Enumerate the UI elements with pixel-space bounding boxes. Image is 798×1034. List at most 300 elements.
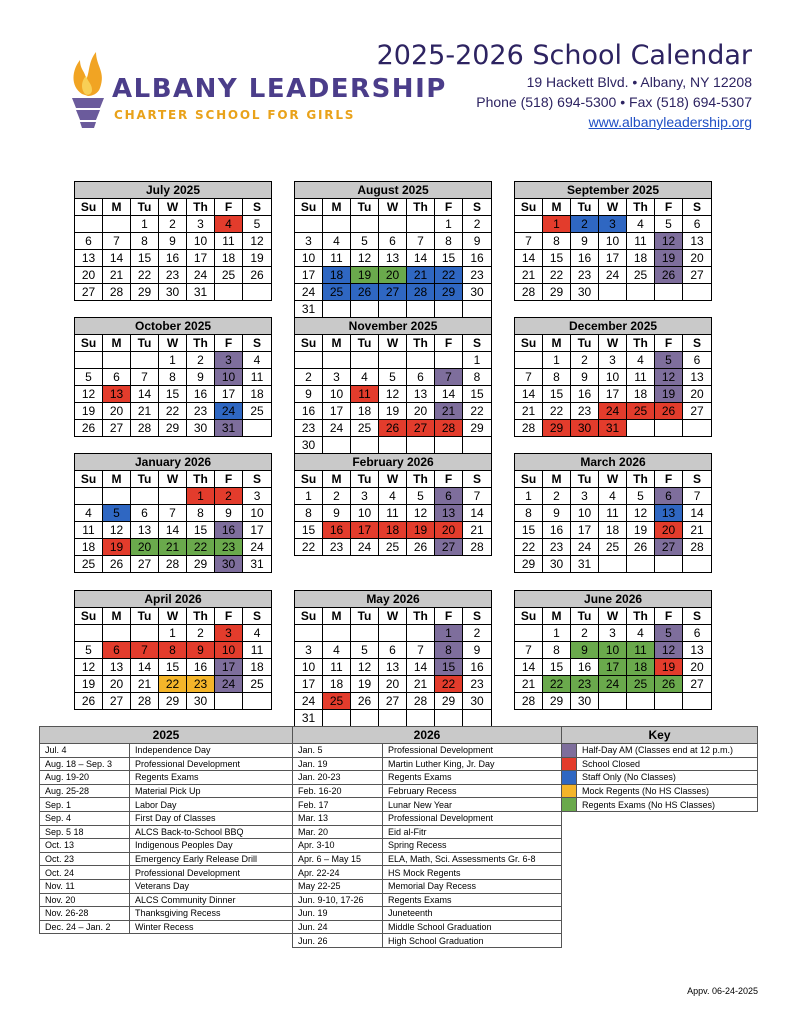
event-row [293, 879, 562, 893]
calendar-day: 2 [215, 488, 243, 505]
calendar-day: 13 [103, 659, 131, 676]
calendar-day: 8 [543, 369, 571, 386]
event-date: Jan. 19 [293, 757, 383, 771]
calendar-day: 5 [407, 488, 435, 505]
calendar-day: 19 [379, 403, 407, 420]
calendar-day: 27 [379, 284, 407, 301]
weekday-header: Su [515, 199, 543, 216]
calendar-day: 22 [435, 676, 463, 693]
calendar-day: 4 [627, 216, 655, 233]
key-swatch [562, 757, 577, 771]
calendar-day: 21 [159, 539, 187, 556]
event-row [293, 757, 562, 771]
calendar-day: 4 [323, 233, 351, 250]
event-row [40, 879, 293, 893]
calendar-day: 2 [571, 352, 599, 369]
calendar-day: 7 [159, 505, 187, 522]
event-date: Nov. 26-28 [40, 907, 130, 921]
weekday-header: F [435, 608, 463, 625]
weekday-header: Th [627, 608, 655, 625]
event-row [40, 893, 293, 907]
calendar-empty-cell [435, 352, 463, 369]
calendar-day: 27 [75, 284, 103, 301]
event-name: Spring Recess [383, 839, 562, 853]
calendar-day: 19 [243, 250, 272, 267]
event-date: Mar. 13 [293, 811, 383, 825]
calendar-day: 7 [683, 488, 712, 505]
calendar-day: 11 [75, 522, 103, 539]
month-calendar [294, 181, 492, 318]
calendar-day: 2 [323, 488, 351, 505]
weekday-header: Tu [131, 199, 159, 216]
calendar-day: 17 [351, 522, 379, 539]
calendar-day: 9 [571, 369, 599, 386]
calendar-empty-cell [627, 284, 655, 301]
event-name: Memorial Day Recess [383, 879, 562, 893]
calendar-day: 14 [515, 659, 543, 676]
calendar-day: 22 [295, 539, 323, 556]
weekday-header: S [243, 199, 272, 216]
calendar-day: 10 [599, 369, 627, 386]
calendar-day: 7 [515, 233, 543, 250]
calendar-day: 10 [351, 505, 379, 522]
calendar-day: 2 [463, 216, 492, 233]
calendar-day: 14 [463, 505, 492, 522]
calendar-day: 6 [103, 369, 131, 386]
calendar-empty-cell [295, 352, 323, 369]
calendar-empty-cell [131, 625, 159, 642]
calendar-day: 22 [543, 676, 571, 693]
calendar-empty-cell [463, 710, 492, 727]
calendar-empty-cell [435, 301, 463, 318]
calendar-empty-cell [75, 216, 103, 233]
calendar-empty-cell [379, 352, 407, 369]
calendar-day: 8 [159, 642, 187, 659]
weekday-header: Su [295, 335, 323, 352]
key-item [562, 798, 758, 812]
calendar-day: 23 [463, 676, 492, 693]
event-row [40, 825, 293, 839]
month-calendar [294, 317, 492, 454]
calendar-day: 1 [463, 352, 492, 369]
weekday-header: M [103, 471, 131, 488]
calendar-day: 24 [215, 676, 243, 693]
calendar-day: 26 [379, 420, 407, 437]
key-item [562, 784, 758, 798]
calendar-day: 3 [351, 488, 379, 505]
calendar-day: 23 [463, 267, 492, 284]
event-date: Nov. 20 [40, 893, 130, 907]
event-date: Jun. 24 [293, 920, 383, 934]
weekday-header: M [543, 471, 571, 488]
weekday-header: W [599, 471, 627, 488]
calendar-day: 11 [627, 642, 655, 659]
calendar-day: 7 [407, 642, 435, 659]
calendar-day: 15 [435, 659, 463, 676]
weekday-header: W [379, 335, 407, 352]
calendar-empty-cell [351, 710, 379, 727]
event-row [40, 757, 293, 771]
calendar-empty-cell [463, 301, 492, 318]
calendar-day: 29 [515, 556, 543, 573]
calendar-day: 28 [515, 284, 543, 301]
calendar-day: 24 [599, 267, 627, 284]
calendar-day: 29 [463, 420, 492, 437]
calendar-day: 31 [243, 556, 272, 573]
calendar-day: 15 [131, 250, 159, 267]
calendar-empty-cell [215, 284, 243, 301]
calendar-day: 5 [243, 216, 272, 233]
calendar-day: 12 [407, 505, 435, 522]
weekday-header: S [243, 608, 272, 625]
event-row [293, 744, 562, 758]
calendar-day: 2 [571, 216, 599, 233]
calendar-day: 14 [131, 659, 159, 676]
calendar-day: 13 [683, 233, 712, 250]
calendar-empty-cell [379, 216, 407, 233]
calendar-day: 25 [323, 693, 351, 710]
calendar-day: 29 [543, 693, 571, 710]
calendar-day: 4 [215, 216, 243, 233]
calendar-empty-cell [407, 710, 435, 727]
weekday-header: Su [295, 199, 323, 216]
calendar-empty-cell [627, 556, 655, 573]
calendar-day: 11 [323, 659, 351, 676]
weekday-header: W [159, 335, 187, 352]
weekday-header: W [159, 199, 187, 216]
calendar-empty-cell [103, 352, 131, 369]
calendar-day: 14 [407, 659, 435, 676]
calendar-day: 19 [627, 522, 655, 539]
calendar-day: 22 [159, 676, 187, 693]
school-website-link[interactable]: www.albanyleadership.org [588, 114, 752, 130]
calendar-empty-cell [379, 437, 407, 454]
weekday-header: Th [187, 199, 215, 216]
calendar-day: 12 [627, 505, 655, 522]
calendar-empty-cell [683, 556, 712, 573]
calendar-day: 11 [243, 642, 272, 659]
event-date: May 22-25 [293, 879, 383, 893]
calendar-day: 5 [75, 369, 103, 386]
event-row [40, 784, 293, 798]
calendar-day: 28 [131, 693, 159, 710]
calendar-day: 4 [243, 625, 272, 642]
calendar-day: 20 [683, 250, 712, 267]
calendar-day: 6 [407, 369, 435, 386]
event-row [293, 771, 562, 785]
weekday-header: Tu [351, 608, 379, 625]
calendar-day: 9 [571, 642, 599, 659]
calendar-day: 19 [655, 386, 683, 403]
calendar-day: 9 [187, 369, 215, 386]
events-2025-table [39, 726, 293, 934]
event-name: Veterans Day [130, 879, 293, 893]
calendar-day: 21 [435, 403, 463, 420]
key-swatch [562, 744, 577, 758]
calendar-day: 9 [463, 233, 492, 250]
weekday-header: W [379, 471, 407, 488]
calendar-day: 23 [215, 539, 243, 556]
calendar-day: 6 [683, 216, 712, 233]
calendar-day: 25 [627, 267, 655, 284]
calendar-day: 7 [131, 369, 159, 386]
calendar-day: 5 [103, 505, 131, 522]
weekday-header: M [103, 608, 131, 625]
calendar-day: 12 [655, 233, 683, 250]
event-name: Regents Exams [130, 771, 293, 785]
calendar-day: 26 [351, 693, 379, 710]
calendar-day: 29 [435, 693, 463, 710]
calendar-day: 12 [75, 659, 103, 676]
weekday-header: Su [515, 335, 543, 352]
calendar-day: 23 [571, 403, 599, 420]
weekday-header: F [215, 608, 243, 625]
event-name: Lunar New Year [383, 798, 562, 812]
key-label: Half-Day AM (Classes end at 12 p.m.) [577, 744, 758, 758]
calendar-day: 29 [435, 284, 463, 301]
calendar-day: 15 [159, 386, 187, 403]
calendar-day: 27 [683, 267, 712, 284]
event-date: Dec. 24 – Jan. 2 [40, 920, 130, 934]
calendar-empty-cell [515, 352, 543, 369]
calendar-day: 18 [627, 386, 655, 403]
calendar-day: 3 [295, 642, 323, 659]
weekday-header: M [543, 608, 571, 625]
calendar-day: 15 [187, 522, 215, 539]
calendar-day: 2 [295, 369, 323, 386]
calendar-day: 30 [187, 693, 215, 710]
calendar-day: 5 [627, 488, 655, 505]
calendar-day: 30 [571, 420, 599, 437]
calendar-day: 8 [295, 505, 323, 522]
calendar-day: 16 [543, 522, 571, 539]
calendar-day: 15 [463, 386, 492, 403]
calendar-day: 18 [243, 659, 272, 676]
calendar-day: 9 [463, 642, 492, 659]
event-date: Jun. 19 [293, 907, 383, 921]
calendar-day: 24 [351, 539, 379, 556]
weekday-header: Su [295, 471, 323, 488]
event-row [40, 920, 293, 934]
events-2026-table [292, 726, 562, 948]
calendar-day: 8 [463, 369, 492, 386]
weekday-header: F [655, 471, 683, 488]
event-row [40, 852, 293, 866]
calendar-empty-cell [323, 301, 351, 318]
calendar-day: 13 [683, 369, 712, 386]
calendar-day: 3 [571, 488, 599, 505]
event-date: Aug. 18 – Sep. 3 [40, 757, 130, 771]
calendar-day: 11 [215, 233, 243, 250]
calendar-day: 17 [215, 386, 243, 403]
event-date: Jan. 20-23 [293, 771, 383, 785]
key-swatch [562, 798, 577, 812]
calendar-day: 23 [187, 676, 215, 693]
calendar-day: 6 [655, 488, 683, 505]
weekday-header: M [323, 335, 351, 352]
calendar-day: 30 [463, 284, 492, 301]
calendar-day: 3 [215, 352, 243, 369]
calendar-day: 4 [243, 352, 272, 369]
weekday-header: Th [187, 335, 215, 352]
calendar-day: 28 [435, 420, 463, 437]
calendar-day: 28 [131, 420, 159, 437]
calendar-day: 12 [351, 250, 379, 267]
weekday-header: Tu [351, 471, 379, 488]
event-row [293, 893, 562, 907]
calendar-day: 7 [435, 369, 463, 386]
calendar-day: 30 [159, 284, 187, 301]
calendar-day: 30 [463, 693, 492, 710]
calendar-day: 18 [75, 539, 103, 556]
weekday-header: Th [187, 471, 215, 488]
calendar-day: 10 [571, 505, 599, 522]
calendar-day: 15 [159, 659, 187, 676]
calendar-empty-cell [323, 437, 351, 454]
weekday-header: Tu [571, 199, 599, 216]
calendar-day: 10 [187, 233, 215, 250]
calendar-day: 17 [599, 250, 627, 267]
weekday-header: M [543, 199, 571, 216]
key-item [562, 771, 758, 785]
calendar-day: 24 [571, 539, 599, 556]
calendar-empty-cell [243, 284, 272, 301]
calendar-day: 27 [103, 693, 131, 710]
calendar-day: 21 [407, 676, 435, 693]
month-calendar [294, 453, 492, 556]
calendar-empty-cell [295, 216, 323, 233]
calendar-day: 20 [103, 403, 131, 420]
event-name: Martin Luther King, Jr. Day [383, 757, 562, 771]
event-date: Mar. 20 [293, 825, 383, 839]
event-row [40, 839, 293, 853]
calendar-day: 3 [295, 233, 323, 250]
calendar-day: 27 [655, 539, 683, 556]
month-calendar [514, 317, 712, 437]
calendar-day: 8 [435, 233, 463, 250]
key-label: Mock Regents (No HS Classes) [577, 784, 758, 798]
calendar-day: 27 [407, 420, 435, 437]
calendar-empty-cell [599, 693, 627, 710]
key-swatch [562, 771, 577, 785]
calendar-day: 18 [243, 386, 272, 403]
calendar-day: 30 [543, 556, 571, 573]
calendar-day: 28 [407, 693, 435, 710]
calendar-empty-cell [379, 625, 407, 642]
calendar-day: 24 [295, 284, 323, 301]
calendar-day: 26 [655, 267, 683, 284]
calendar-empty-cell [627, 420, 655, 437]
calendar-day: 14 [515, 250, 543, 267]
calendar-day: 11 [627, 233, 655, 250]
weekday-header: Su [75, 199, 103, 216]
calendar-day: 25 [351, 420, 379, 437]
calendar-day: 28 [515, 693, 543, 710]
logo-name: ALBANY LEADERSHIP [112, 74, 447, 104]
calendar-empty-cell [131, 352, 159, 369]
calendar-day: 18 [599, 522, 627, 539]
page-title: 2025-2026 School Calendar [376, 40, 752, 71]
calendar-empty-cell [75, 625, 103, 642]
calendar-day: 24 [599, 676, 627, 693]
calendar-day: 30 [571, 693, 599, 710]
month-calendar [74, 453, 272, 573]
calendar-day: 17 [295, 267, 323, 284]
month-title: January 2026 [75, 454, 272, 471]
key-swatch [562, 784, 577, 798]
calendar-day: 15 [515, 522, 543, 539]
calendar-day: 24 [323, 420, 351, 437]
calendar-day: 22 [131, 267, 159, 284]
weekday-header: W [159, 471, 187, 488]
month-calendar [294, 590, 492, 727]
calendar-day: 20 [683, 659, 712, 676]
calendar-day: 6 [683, 352, 712, 369]
calendar-day: 12 [655, 642, 683, 659]
calendar-day: 19 [655, 659, 683, 676]
calendar-day: 25 [627, 676, 655, 693]
calendar-day: 28 [407, 284, 435, 301]
calendar-empty-cell [655, 693, 683, 710]
weekday-header: S [683, 608, 712, 625]
calendar-day: 18 [351, 403, 379, 420]
calendar-day: 25 [627, 403, 655, 420]
calendar-day: 29 [159, 693, 187, 710]
event-date: Oct. 24 [40, 866, 130, 880]
calendar-day: 29 [543, 420, 571, 437]
calendar-day: 12 [655, 369, 683, 386]
weekday-header: Su [515, 608, 543, 625]
month-title: May 2026 [295, 591, 492, 608]
event-date: Aug. 19-20 [40, 771, 130, 785]
calendar-day: 14 [683, 505, 712, 522]
calendar-day: 18 [379, 522, 407, 539]
calendar-day: 14 [435, 386, 463, 403]
event-date: Jun. 26 [293, 934, 383, 948]
weekday-header: Tu [131, 608, 159, 625]
calendar-day: 5 [655, 625, 683, 642]
calendar-day: 1 [131, 216, 159, 233]
calendar-empty-cell [243, 420, 272, 437]
weekday-header: F [435, 335, 463, 352]
key-label: Staff Only (No Classes) [577, 771, 758, 785]
calendar-day: 22 [463, 403, 492, 420]
event-row [293, 784, 562, 798]
weekday-header: S [243, 471, 272, 488]
calendar-day: 11 [379, 505, 407, 522]
calendar-empty-cell [407, 301, 435, 318]
calendar-empty-cell [323, 352, 351, 369]
month-calendar [514, 590, 712, 710]
weekday-header: F [215, 471, 243, 488]
calendar-day: 26 [407, 539, 435, 556]
weekday-header: W [379, 199, 407, 216]
calendar-day: 12 [75, 386, 103, 403]
calendar-empty-cell [599, 556, 627, 573]
calendar-empty-cell [683, 420, 712, 437]
event-row [40, 771, 293, 785]
calendar-day: 9 [159, 233, 187, 250]
calendar-day: 21 [131, 403, 159, 420]
calendar-day: 17 [243, 522, 272, 539]
calendar-empty-cell [407, 352, 435, 369]
calendar-day: 16 [159, 250, 187, 267]
calendar-day: 20 [103, 676, 131, 693]
calendar-day: 22 [543, 403, 571, 420]
calendar-empty-cell [407, 625, 435, 642]
calendar-day: 26 [655, 403, 683, 420]
calendar-day: 16 [187, 659, 215, 676]
